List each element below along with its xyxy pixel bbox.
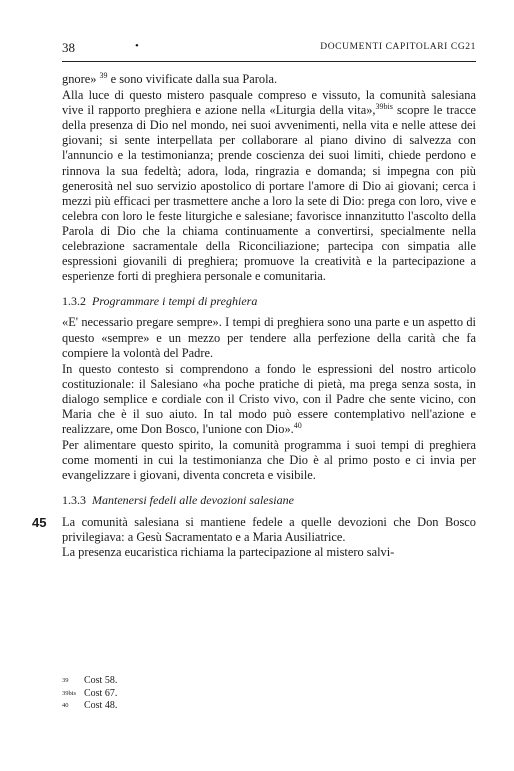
paragraph-5: Per alimentare questo spirito, la comunità programma i suoi tempi di preghiera come momenti in cui la testimonianza che Dio è al primo posto e ci invia per evangelizzare i giovani, diventa concreta e visibile. <box>62 438 476 483</box>
marginal-number: 45 <box>32 514 47 530</box>
footnote-ref-39: 39 <box>99 70 108 80</box>
paragraph-2-after: scopre le tracce della presenza di Dio nel mondo, nei suoi avvenimenti, nella vita e nelle attese dei giovani; si sente interpellata per collaborare al piano divino di salvezza con l'annuncio e la testimonianza; prende coscienza dei suoi limiti, chiede perdono e rinnova la sua fedeltà; adora, loda, ringrazia e domanda; si impegna con più generosità nel suo servizio apostolico di portare l'amore di Dio ai giovani; cerca i mezzi più efficaci per trasmettere anche a loro la sete di Dio: prega con loro, vive e celebra con loro le feste liturgiche e salesiane; favorisce innanzitutto l'ascolto della Parola di Dio che la chiama continuamente a convertirsi, specialmente nella celebrazione sacramentale della Riconciliazione; partecipa con simpatia alle espressioni giovanili di preghiera; promuove la creatività e la partecipazione a esperienze forti di preghiera personale e comunitaria. <box>62 103 476 284</box>
main-text <box>32 70 476 560</box>
paragraph-4-text: In questo contesto si comprendono a fondo le espressioni del nostro articolo costituzionale: il Salesiano «ha poche pratiche di pietà, ma prega senza sosta, in dialogo semplice e cordiale con il Cristo vivo, con il Padre che sente vicino, con Maria che è il suo aiuto. In tal modo può essere contemplativo nell'azione e realizzare, ome Don Bosco, l'unione con Dio». <box>62 361 476 437</box>
footnote-marker: 40 <box>62 702 69 709</box>
section-number: 1.3.3 <box>62 493 86 508</box>
footnote-ref-39bis: 39bis <box>375 102 393 112</box>
section-number: 1.3.2 <box>62 294 86 309</box>
footnote-marker: 39bis <box>62 689 77 697</box>
footnote <box>62 688 362 701</box>
paragraph-3: «E' necessario pregare sempre». I tempi di preghiera sono una parte e un aspetto di questo «sempre» e un mezzo per tendere alla perfezione della carità che fa compiere la volontà del Padre. <box>62 315 476 360</box>
paragraph-1-text: gnore» <box>62 72 100 86</box>
footnote-text: Cost 67. <box>84 687 118 699</box>
footnote <box>62 675 362 688</box>
section-title: Mantenersi fedeli alle devozioni salesiane <box>92 493 294 508</box>
paragraph-6: La comunità salesiana si mantiene fedele a quelle devozioni che Don Bosco privilegiava: a Gesù Sacramentato e a Maria Ausiliatrice. <box>62 514 476 544</box>
section-heading-1-3-3 <box>62 493 476 508</box>
paragraph-1-after: e sono vivificate dalla sua Parola. <box>107 72 278 86</box>
footnote <box>62 700 362 713</box>
paragraph-block-45 <box>32 514 476 545</box>
page-header <box>62 40 476 60</box>
paragraph-2 <box>62 88 476 284</box>
footnote-marker: 39 <box>62 677 69 684</box>
paragraph-4 <box>62 362 476 437</box>
page-number: 38 <box>62 40 75 55</box>
section-title: Programmare i tempi di preghiera <box>92 294 258 309</box>
running-head: DOCUMENTI CAPITOLARI CG21 <box>320 42 476 52</box>
paragraph-7: La presenza eucaristica richiama la partecipazione al mistero salvi- <box>62 544 395 559</box>
header-rule <box>62 61 476 62</box>
footnote-ref-40: 40 <box>293 420 302 430</box>
paragraph-2-before: Alla luce di questo mistero pasquale compreso e vissuto, la comunità salesiana vive il rapporto preghiera e azione nella «Liturgia della vita», <box>62 88 476 118</box>
section-heading-1-3-2 <box>62 294 476 309</box>
paragraph-1 <box>62 72 476 87</box>
footnotes <box>62 675 362 713</box>
footnote-text: Cost 58. <box>84 675 118 686</box>
footnote-text: Cost 48. <box>84 700 118 711</box>
header-dot: • <box>135 40 139 52</box>
